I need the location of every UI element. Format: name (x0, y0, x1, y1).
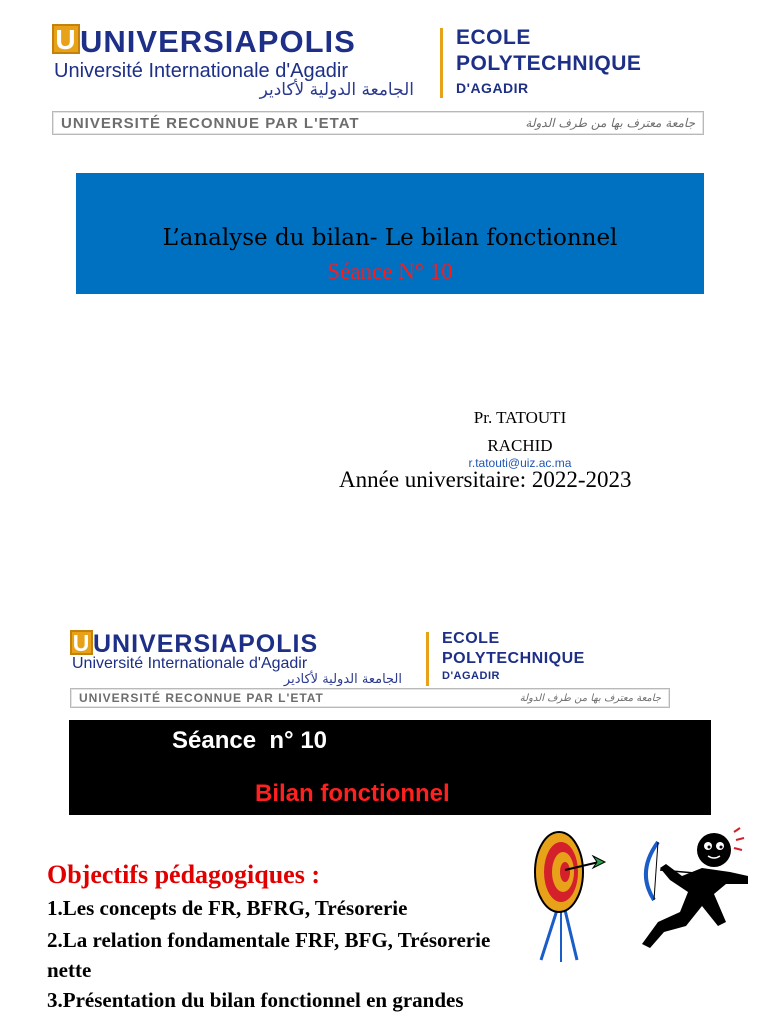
objective-item-1: 1.Les concepts de FR, BFRG, Trésorerie (47, 896, 408, 920)
objective-item-2-cont: nette (47, 958, 92, 982)
session-banner (69, 720, 711, 815)
target-icon (525, 830, 615, 965)
brand-text: UNIVERSIAPOLIS (80, 24, 356, 59)
brand-text: UNIVERSIAPOLIS (93, 630, 319, 658)
author-block (440, 404, 600, 460)
school-line-2: POLYTECHNIQUE (442, 650, 585, 667)
session-banner-subtitle: Bilan fonctionnel (255, 780, 450, 807)
header-bottom (0, 620, 768, 710)
session-number: Séance N° 10 (327, 259, 453, 284)
objective-item-3: 3.Présentation du bilan fonctionnel en grandes (47, 988, 464, 1012)
school-line-1: ECOLE (442, 630, 500, 647)
university-name-arabic: الجامعة الدولية لأكادير (283, 672, 402, 687)
school-line-1: ECOLE (456, 26, 531, 49)
recognition-fr: UNIVERSITÉ RECONNUE PAR L'ETAT (61, 114, 360, 132)
school-line-3: D'AGADIR (456, 80, 529, 96)
archer-icon (630, 822, 760, 972)
document-title: L’analyse du bilan- Le bilan fonctionnel (162, 225, 618, 251)
school-line-3: D'AGADIR (442, 670, 500, 682)
academic-year: Année universitaire: 2022-2023 (339, 467, 632, 492)
recognition-strip (70, 688, 670, 708)
header-divider (440, 28, 443, 98)
university-name-arabic: الجامعة الدولية لأكادير (259, 80, 414, 100)
brand-logo (52, 24, 356, 60)
session-banner-title: Séance n° 10 (172, 727, 328, 754)
recognition-ar: جامعة معترف بها من طرف الدولة (525, 116, 695, 130)
header-top (0, 0, 768, 140)
logo-u-icon: U (70, 630, 93, 655)
author-email-link[interactable]: r.tatouti@uiz.ac.ma (468, 456, 572, 470)
author-surname: RACHID (487, 436, 553, 455)
title-box (76, 173, 704, 294)
author-title: Pr. TATOUTI (473, 408, 567, 427)
recognition-strip (52, 111, 704, 135)
recognition-fr: UNIVERSITÉ RECONNUE PAR L'ETAT (79, 691, 324, 705)
university-name: Université Internationale d'Agadir (72, 655, 308, 672)
recognition-ar: جامعة معترف بها من طرف الدولة (519, 692, 661, 704)
university-name: Université Internationale d'Agadir (54, 60, 348, 82)
objectives-title: Objectifs pédagogiques : (47, 860, 320, 889)
school-line-2: POLYTECHNIQUE (456, 52, 642, 75)
logo-u-icon: U (52, 24, 80, 54)
objective-item-2: 2.La relation fondamentale FRF, BFG, Trésorerie (47, 928, 491, 952)
header-divider (426, 632, 429, 686)
